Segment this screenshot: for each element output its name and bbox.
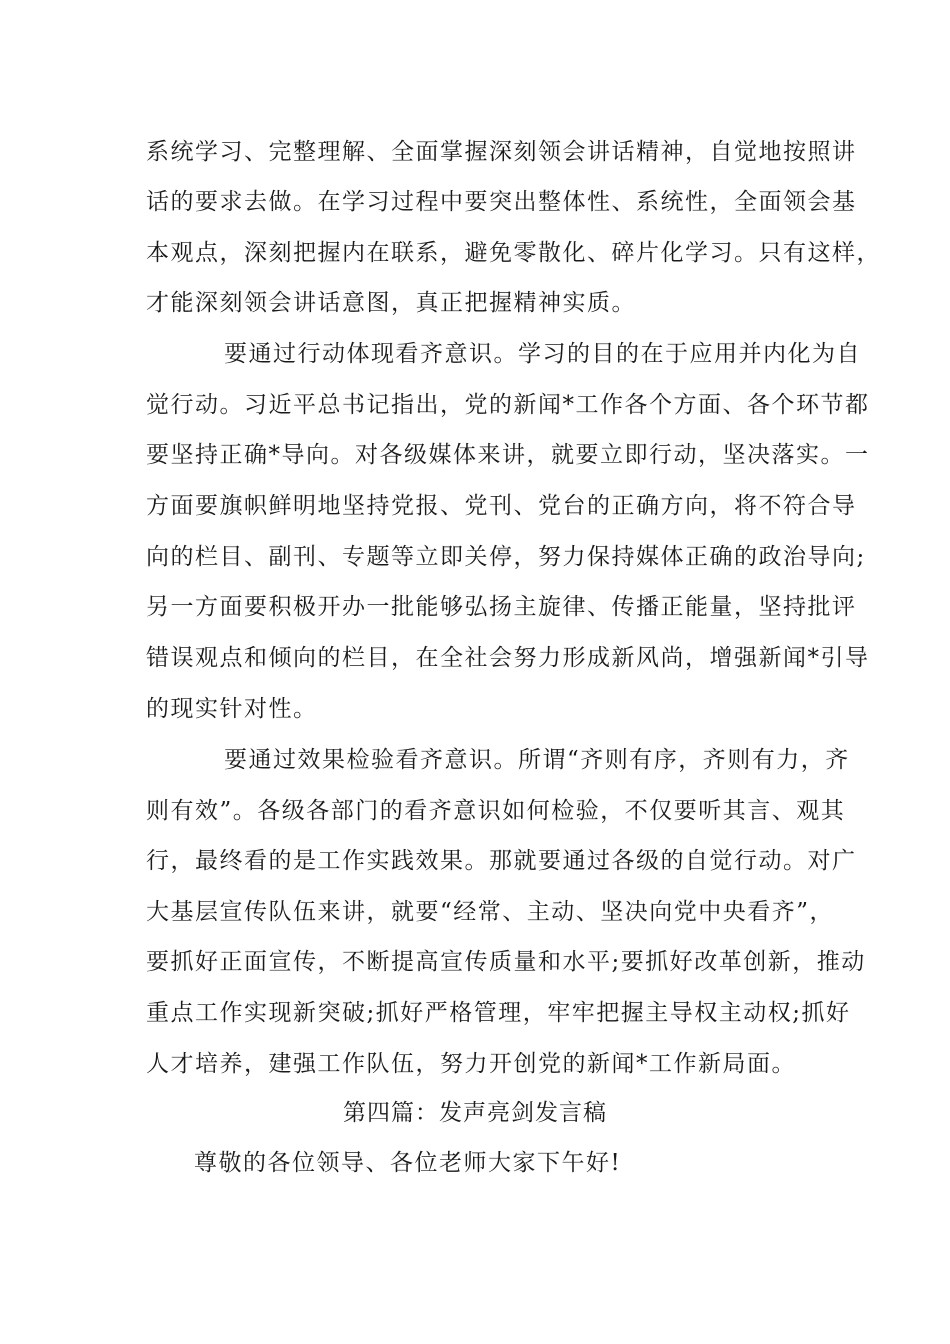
paragraph-line: 行，最终看的是工作实践效果。那就要通过各级的自觉行动。对广 (146, 848, 857, 874)
paragraph-line: 觉行动。习近平总书记指出，党的新闻*工作各个方面、各个环节都 (146, 392, 870, 418)
paragraph-line: 的现实针对性。 (146, 696, 318, 722)
paragraph-line: 系统学习、完整理解、全面掌握深刻领会讲话精神，自觉地按照讲 (146, 139, 857, 165)
paragraph-line: 大基层宣传队伍来讲，就要“经常、主动、坚决向党中央看齐”， (146, 899, 835, 925)
greeting-line: 尊敬的各位领导、各位老师大家下午好! (194, 1150, 622, 1176)
paragraph-line: 要抓好正面宣传，不断提高宣传质量和水平;要抓好改革创新，推动 (146, 949, 866, 975)
paragraph-line: 话的要求去做。在学习过程中要突出整体性、系统性，全面领会基 (146, 189, 857, 215)
paragraph-line: 本观点，深刻把握内在联系，避免零散化、碎片化学习。只有这样， (146, 240, 881, 266)
paragraph-line: 要通过效果检验看齐意识。所谓“齐则有序，齐则有力，齐 (224, 747, 850, 773)
paragraph-line: 另一方面要积极开办一批能够弘扬主旋律、传播正能量，坚持批评 (146, 594, 857, 620)
paragraph-line: 则有效”。各级各部门的看齐意识如何检验，不仅要听其言、观其 (146, 798, 846, 824)
paragraph-line: 向的栏目、副刊、专题等立即关停，努力保持媒体正确的政治导向; (146, 544, 866, 570)
paragraph-line: 才能深刻领会讲话意图，真正把握精神实质。 (146, 290, 636, 316)
paragraph-line: 人才培养，建强工作队伍，努力开创党的新闻*工作新局面。 (146, 1051, 796, 1077)
paragraph-line: 要坚持正确*导向。对各级媒体来讲，就要立即行动，坚决落实。一 (146, 442, 870, 468)
paragraph-line: 重点工作实现新突破;抓好严格管理，牢牢把握主导权主动权;抓好 (146, 1000, 851, 1026)
section-heading: 第四篇：发声亮剑发言稿 (343, 1100, 607, 1126)
paragraph-line: 方面要旗帜鲜明地坚持党报、党刊、党台的正确方向，将不符合导 (146, 493, 857, 519)
paragraph-line: 要通过行动体现看齐意识。学习的目的在于应用并内化为自 (224, 341, 861, 367)
paragraph-line: 错误观点和倾向的栏目，在全社会努力形成新风尚，增强新闻*引导 (146, 645, 870, 671)
